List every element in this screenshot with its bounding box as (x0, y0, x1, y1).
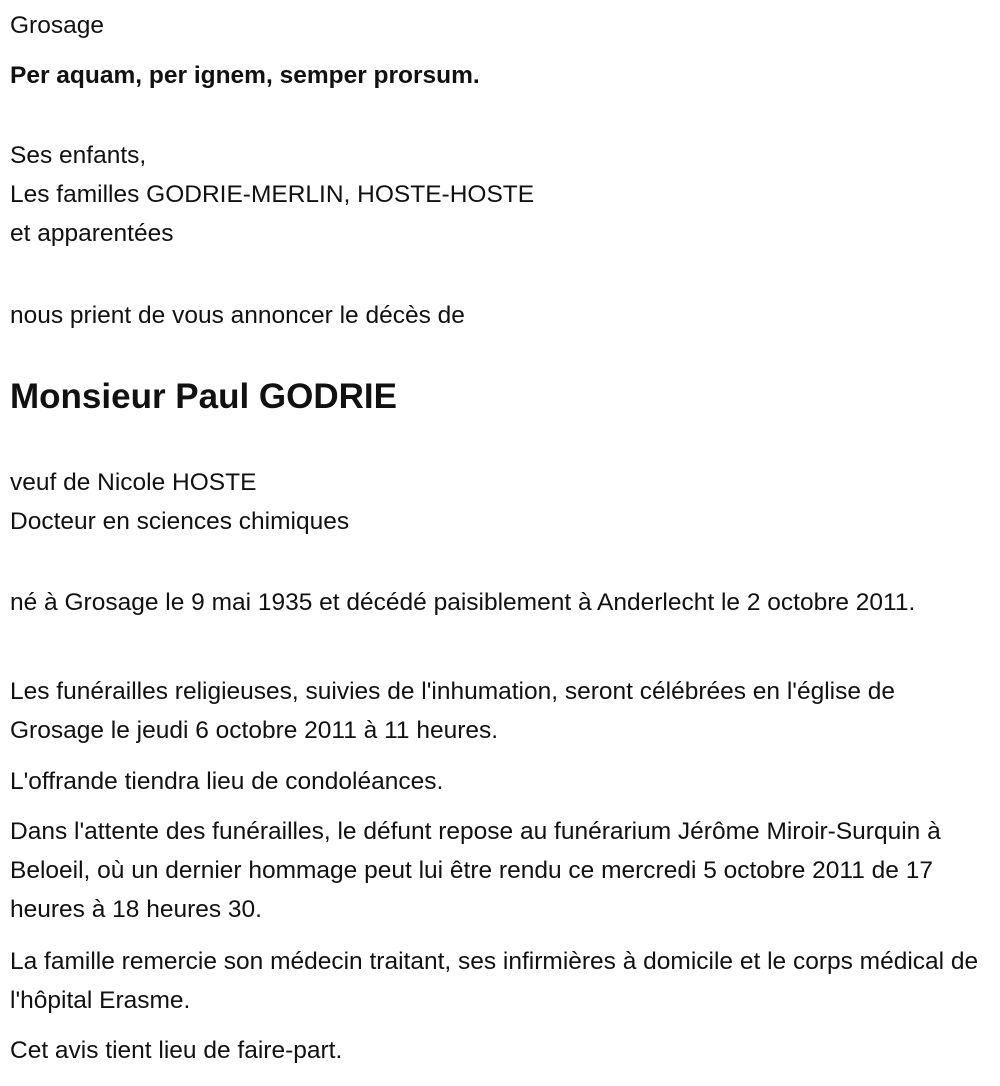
deceased-name: Monsieur Paul GODRIE (10, 377, 397, 416)
paragraph-funerarium: Dans l'attente des funérailles, le défunt repose au funérarium Jérôme Miroir-Surquin à Beloeil, où un dernier hommage peut lui être rendu ce mercredi 5 octobre 2011 de 17 heures à 18 heures 30. (10, 818, 941, 923)
details-block (10, 463, 990, 541)
paragraph-birth-death: né à Grosage le 9 mai 1935 et décédé paisiblement à Anderlecht le 2 octobre 2011. (10, 589, 916, 616)
announcement: nous prient de vous annoncer le décès de (10, 302, 465, 329)
detail-line: Docteur en sciences chimiques (10, 508, 350, 535)
family-line: Ses enfants, (10, 142, 147, 169)
detail-line: veuf de Nicole HOSTE (10, 469, 257, 496)
paragraph-funeral: Les funérailles religieuses, suivies de l'inhumation, seront célébrées en l'église de Grosage le jeudi 6 octobre 2011 à 11 heures. (10, 678, 896, 744)
paragraph-notice: Cet avis tient lieu de faire-part. (10, 1037, 343, 1064)
paragraph-offering: L'offrande tiendra lieu de condoléances. (10, 768, 444, 795)
paragraph-thanks: La famille remercie son médecin traitant, ses infirmières à domicile et le corps médical de l'hôpital Erasme. (10, 948, 979, 1014)
family-block (10, 136, 990, 253)
family-line: et apparentées (10, 220, 174, 247)
motto: Per aquam, per ignem, semper prorsum. (10, 62, 480, 89)
family-line: Les familles GODRIE-MERLIN, HOSTE-HOSTE (10, 181, 535, 208)
location: Grosage (10, 12, 104, 39)
